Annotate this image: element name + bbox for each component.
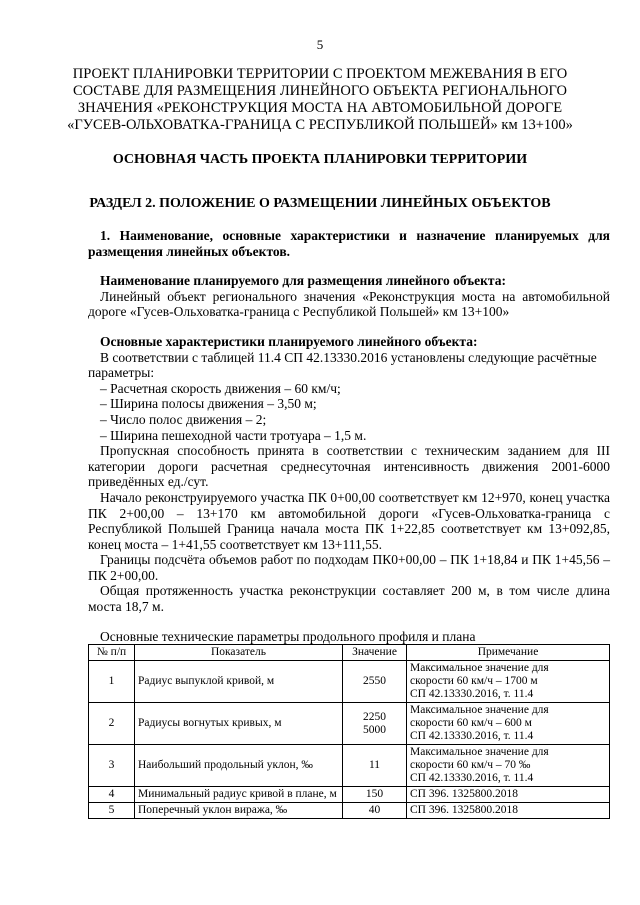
note-line: скорости 60 км/ч – 600 м [410,717,532,729]
object-name-text: Линейный объект регионального значения «Реконструкция моста на автомобильной дороге «Гусев-Ольховатка-граница с Республикой Польшей» км 13+100» [88,288,610,320]
parameter-item: – Ширина пешеходной части тротуара – 1,5 м. [100,427,367,443]
cell-note [407,661,610,703]
cell-num: 4 [89,787,135,803]
note-line: СП 42.13330.2016, т. 11.4 [410,688,534,700]
cell-value: 2550 [343,661,407,703]
header-num: № п/п [89,645,135,661]
table-row [89,745,610,787]
paragraph: Границы подсчёта объемов работ по подходам ПК0+00,00 – ПК 1+18,84 и ПК 1+45,56 – ПК 2+00,00. [88,552,610,583]
note-line: СП 42.13330.2016, т. 11.4 [410,730,534,742]
parameters-table [88,644,610,819]
title-line: СОСТАВЕ ДЛЯ РАЗМЕЩЕНИЯ ЛИНЕЙНОГО ОБЪЕКТА РЕГИОНАЛЬНОГО [72,83,568,99]
value-line: 2250 [363,710,386,723]
cell-value: 40 [343,803,407,819]
cell-num: 5 [89,803,135,819]
characteristics-intro: В соответствии с таблицей 11.4 СП 42.13330.2016 установлены следующие расчётные параметры: [88,349,597,381]
document-body [88,228,610,615]
title-line: ЗНАЧЕНИЯ «РЕКОНСТРУКЦИЯ МОСТА НА АВТОМОБИЛЬНОЙ ДОРОГЕ [77,100,563,116]
cell-num: 2 [89,703,135,745]
parameter-item: – Расчетная скорость движения – 60 км/ч; [100,380,341,396]
title-line: «ГУСЕВ-ОЛЬХОВАТКА-ГРАНИЦА С РЕСПУБЛИКОЙ ПОЛЬШЕЙ» км 13+100» [67,117,573,133]
title-line: ПРОЕКТ ПЛАНИРОВКИ ТЕРРИТОРИИ С ПРОЕКТОМ МЕЖЕВАНИЯ В ЕГО [72,66,568,82]
cell-note [407,745,610,787]
header-indicator: Показатель [135,645,343,661]
note-line: скорости 60 км/ч – 70 ‰ [410,759,531,771]
note-line: Максимальное значение для [410,704,549,716]
header-note: Примечание [407,645,610,661]
cell-note: СП 396. 1325800.2018 [407,787,610,803]
note-line: Максимальное значение для [410,662,549,674]
cell-indicator: Наибольший продольный уклон, ‰ [135,745,343,787]
table-row [89,803,610,819]
cell-indicator: Поперечный уклон виража, ‰ [135,803,343,819]
section-heading: РАЗДЕЛ 2. ПОЛОЖЕНИЕ О РАЗМЕЩЕНИИ ЛИНЕЙНЫХ ОБЪЕКТОВ [89,196,551,211]
parameter-item: – Число полос движения – 2; [100,411,267,427]
value-line: 5000 [363,723,386,736]
characteristics-heading: Основные характеристики планируемого линейного объекта: [100,333,478,349]
header-value: Значение [343,645,407,661]
subsection-heading: 1. Наименование, основные характеристики и назначение планируемых для размещения линейных объектов. [88,228,610,259]
paragraph: Общая протяженность участка реконструкции составляет 200 м, в том числе длина моста 18,7 м. [88,583,610,615]
object-name-heading: Наименование планируемого для размещения линейного объекта: [100,273,506,289]
cell-note: СП 396. 1325800.2018 [407,803,610,819]
cell-indicator: Минимальный радиус кривой в плане, м [135,787,343,803]
table-row [89,787,610,803]
table-caption: Основные технические параметры продольного профиля и плана [100,629,476,644]
cell-num: 3 [89,745,135,787]
cell-value [343,703,407,745]
table-header-row [89,645,610,661]
parameter-item: – Ширина полосы движения – 3,50 м; [100,396,317,412]
cell-value: 150 [343,787,407,803]
table-row [89,661,610,703]
paragraph: Начало реконструируемого участка ПК 0+00,00 соответствует км 12+970, конец участка ПК 2+00,00 – 13+170 км автомобильной дороги «Гусев-Ольховатка-граница с Республикой Польшей Граница начала моста ПК 1+22,85 соответствует км 13+092,85, конец моста – 1+41,55 соответствует км 13+111,55. [88,489,610,552]
document-title [40,66,600,134]
main-heading: ОСНОВНАЯ ЧАСТЬ ПРОЕКТА ПЛАНИРОВКИ ТЕРРИТОРИИ [112,152,528,167]
cell-indicator: Радиус выпуклой кривой, м [135,661,343,703]
note-line: СП 42.13330.2016, т. 11.4 [410,772,534,784]
page-number: 5 [316,37,324,52]
table-row [89,703,610,745]
cell-indicator: Радиусы вогнутых кривых, м [135,703,343,745]
note-line: Максимальное значение для [410,746,549,758]
cell-note [407,703,610,745]
paragraph: Пропускная способность принята в соответствии с техническим заданием для III категории дороги расчетная среднесуточная интенсивность движения 2001-6000 приведённых ед./сут. [88,443,610,490]
note-line: скорости 60 км/ч – 1700 м [410,675,538,687]
cell-value: 11 [343,745,407,787]
cell-num: 1 [89,661,135,703]
